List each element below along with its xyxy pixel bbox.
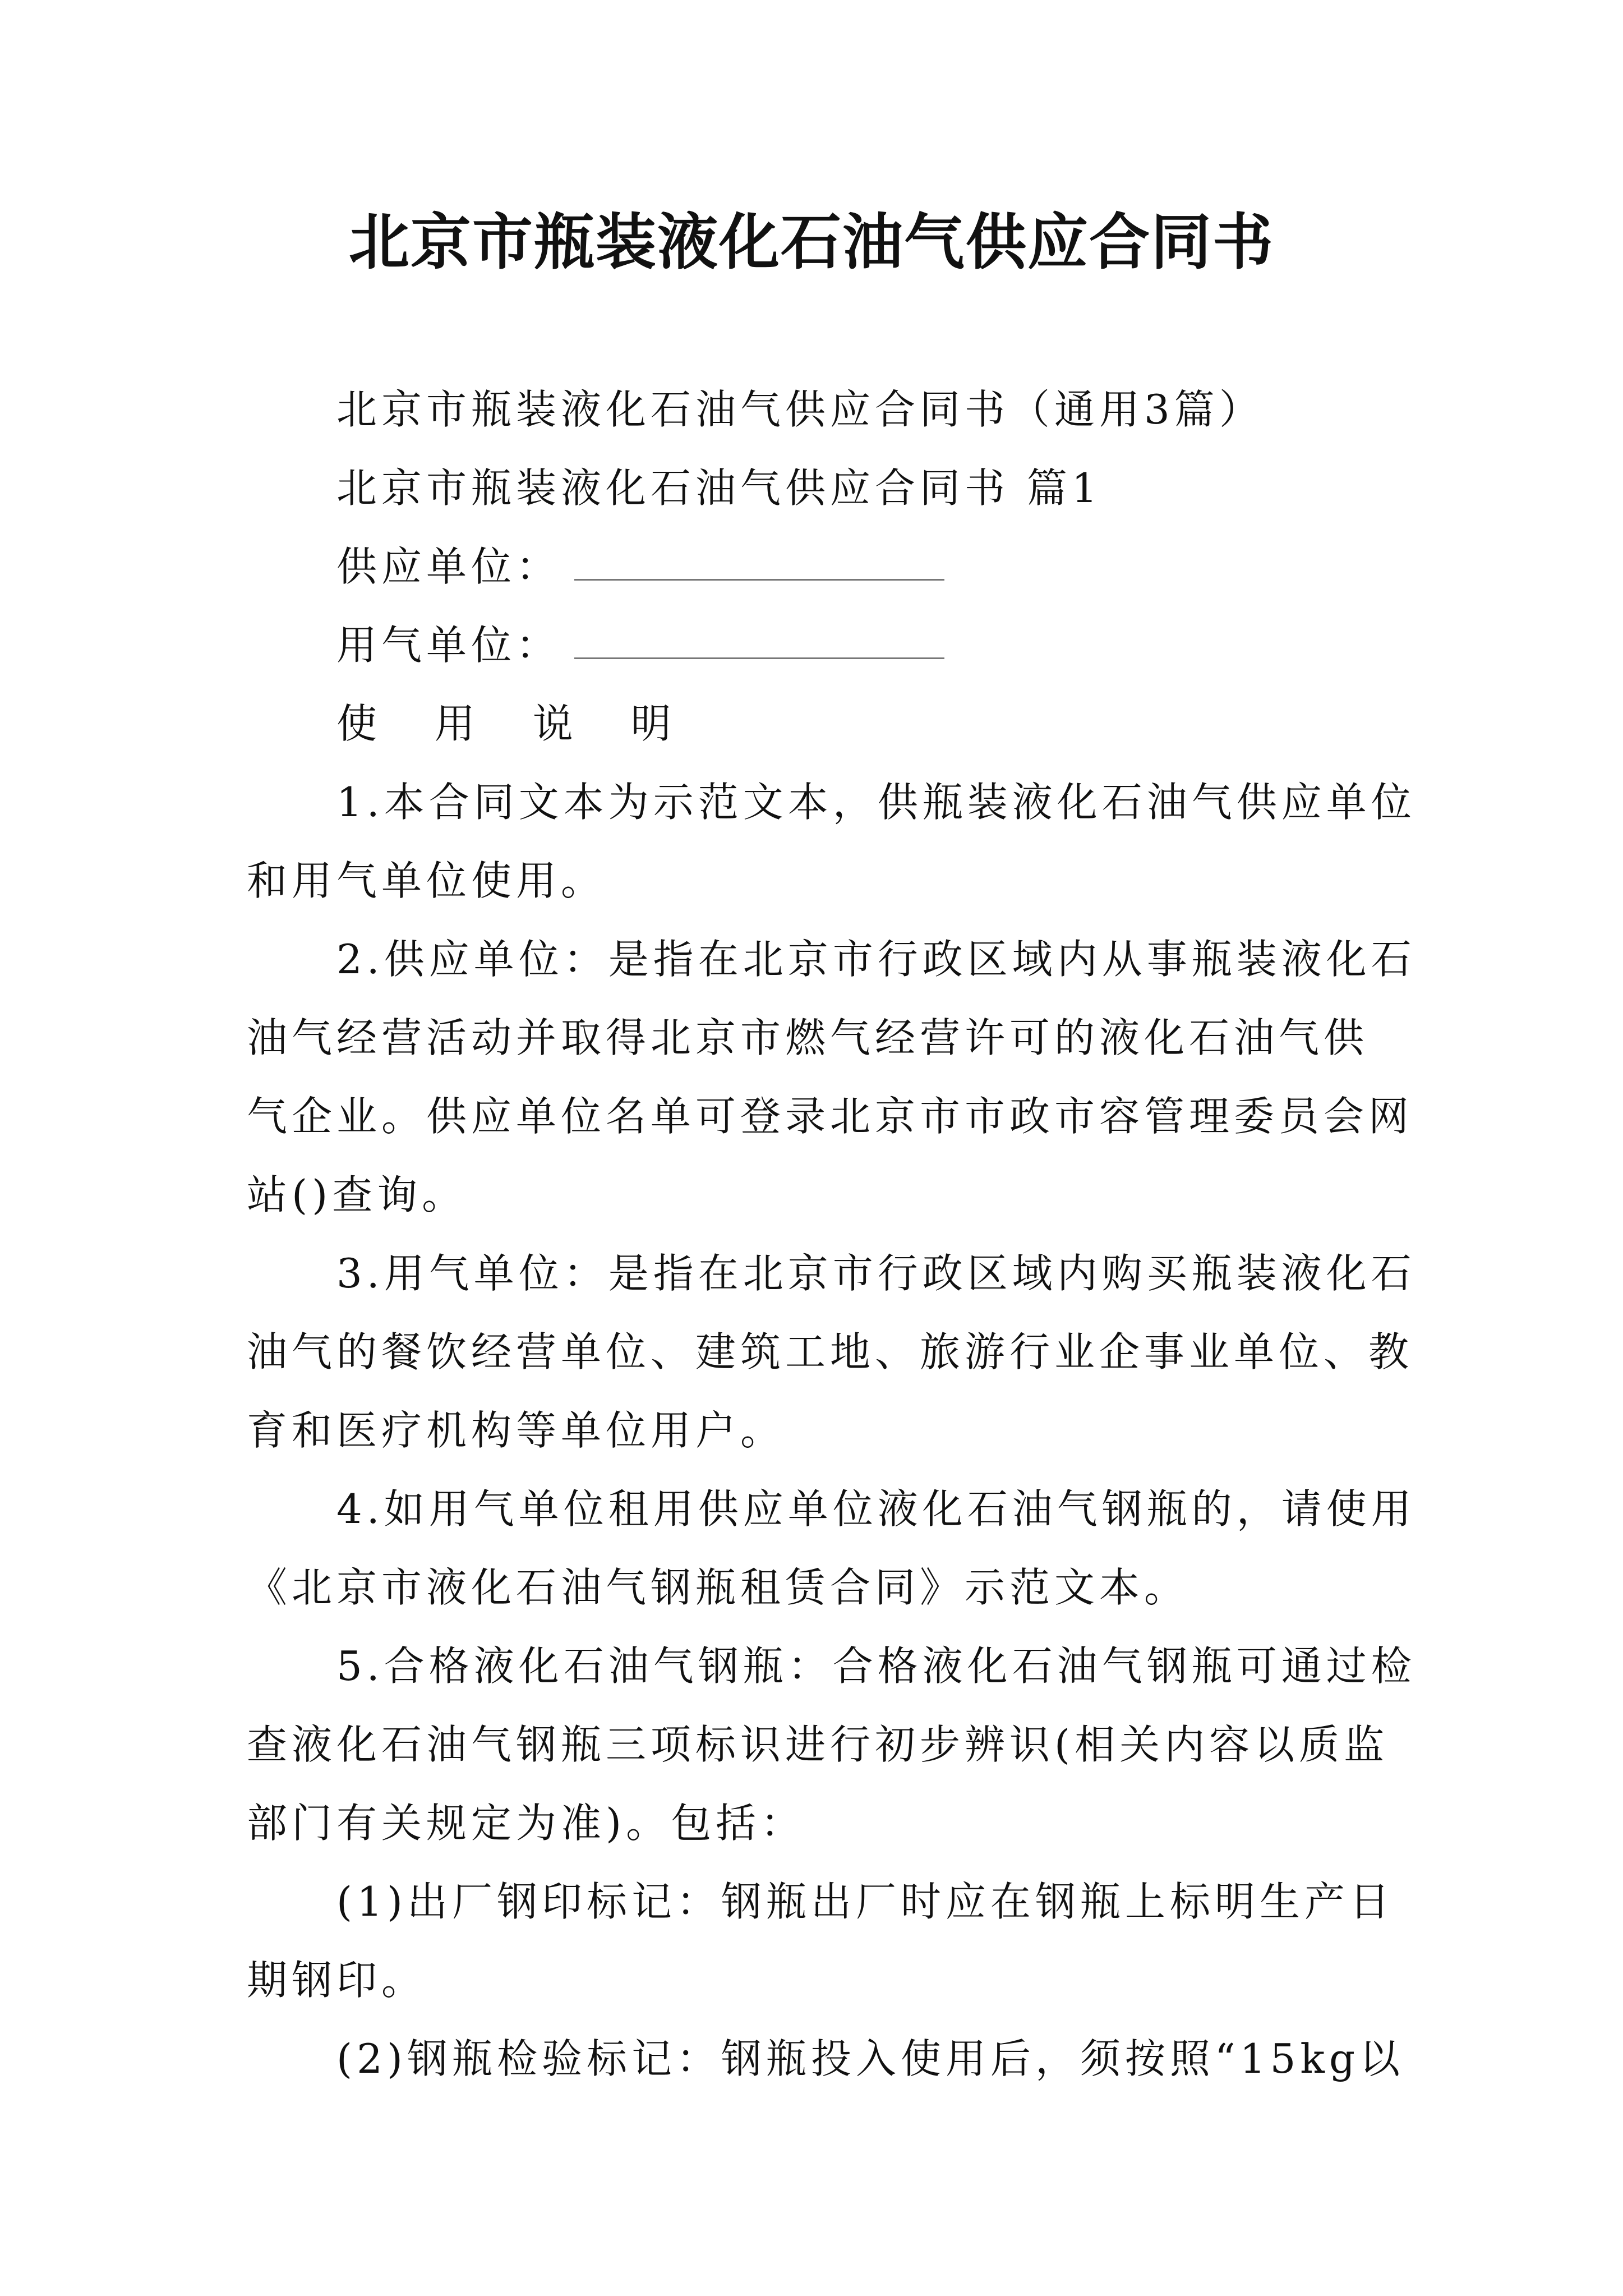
paragraph-line: 2.供应单位：是指在北京市行政区域内从事瓶装液化石 [336,936,1416,983]
user-blank-line [574,655,944,659]
supplier-blank-line [574,577,944,581]
paragraph-line: 1.本合同文本为示范文本，供瓶装液化石油气供应单位 [336,779,1416,826]
paragraph-line: (2)钢瓶检验标记：钢瓶投入使用后，须按照“15kg以 [336,2035,1405,2082]
paragraph-line: 育和医疗机构等单位用户。 [247,1407,786,1454]
paragraph-line: (1)出厂钢印标记：钢瓶出厂时应在钢瓶上标明生产日 [336,1878,1394,1925]
paragraph-line: 4.如用气单位租用供应单位液化石油气钢瓶的，请使用 [336,1485,1416,1533]
paragraph-line: 部门有关规定为准)。包括： [247,1800,806,1847]
paragraph-line: 期钢印。 [247,1957,427,2004]
paragraph-line: 气企业。供应单位名单可登录北京市市政市容管理委员会网 [247,1093,1414,1140]
usage-heading: 使 用 说 明 [336,700,694,747]
document-title: 北京市瓶装液化石油气供应合同书 [348,207,1274,278]
user-label: 用气单位： [336,622,561,669]
paragraph-line: 《北京市液化石油气钢瓶租赁合同》示范文本。 [247,1564,1189,1611]
supplier-field [336,539,944,595]
paragraph-line: 油气经营活动并取得北京市燃气经营许可的液化石油气供 [247,1014,1369,1061]
document-subtitle: 北京市瓶装液化石油气供应合同书（通用3篇） [336,386,1264,433]
paragraph-line: 3.用气单位：是指在北京市行政区域内购买瓶装液化石 [336,1250,1416,1297]
paragraph-line: 和用气单位使用。 [247,857,606,904]
paragraph-line: 查液化石油气钢瓶三项标识进行初步辨识(相关内容以质监 [247,1721,1389,1768]
paragraph-line: 油气的餐饮经营单位、建筑工地、旅游行业企事业单位、教 [247,1328,1414,1375]
paragraph-line: 5.合格液化石油气钢瓶：合格液化石油气钢瓶可通过检 [336,1642,1416,1690]
user-field [336,617,944,673]
section-heading: 北京市瓶装液化石油气供应合同书 篇1 [336,464,1102,512]
paragraph-line: 站()查询。 [247,1171,467,1218]
supplier-label: 供应单位： [336,543,561,590]
